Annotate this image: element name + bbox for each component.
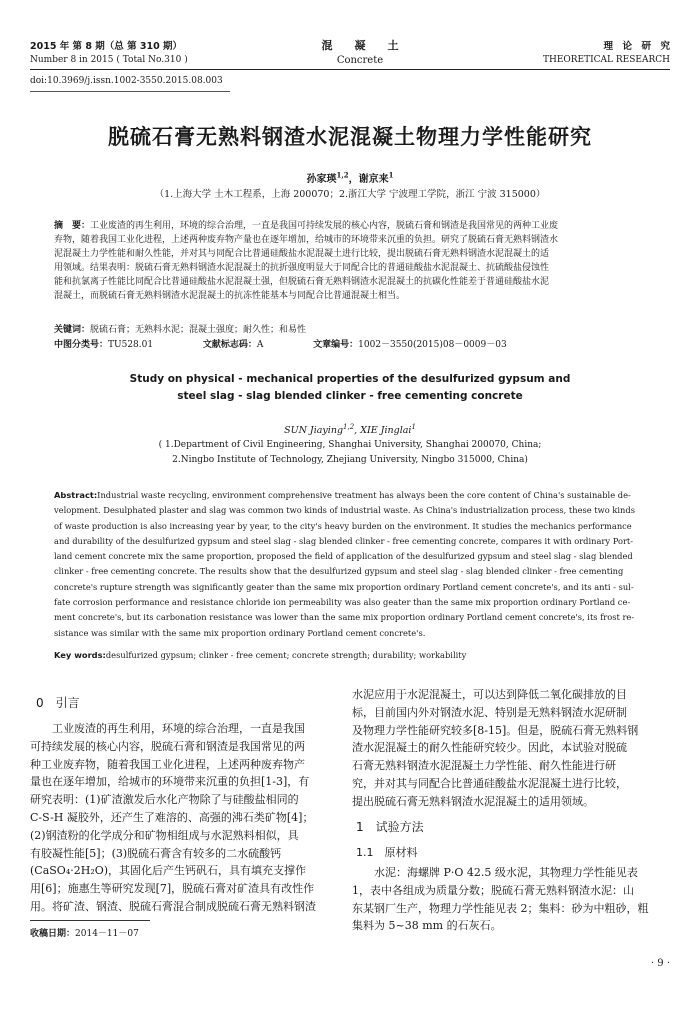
journal-name-en: Concrete — [336, 55, 384, 66]
journal-issue-cn: 2015 年 第 8 期（总 第 310 期） — [30, 41, 183, 52]
abstract-en: Abstract:Industrial waste recycling, environment comprehensive treatment has always been the core content of China's sustainable de- velopment. Desulphated plaster and slag was common two kinds of industrial waste. As China's industrialization process, these two kinds of waste production is also increasing year by year, to the city's heavy burden on the environment. It studies the mechanics performance and durability of the desulfurized gypsum and steel slag - slag blended clinker - free cementing concrete, compares it with ordinary Port- land cement concrete mix the same proportion, proposed the field of application of the desulfurized gypsum and steel slag - slag blended clinker - free cementing concrete. The results show that the desulfurized gypsum and steel slag - slag blended clinker - free cementing concrete's rupture strength was significantly geater than the same mix proportion ordinary Portland cement concrete's, and its anti - sul- fate corrosion performance and resistance chloride ion permeability was also geater than the same mix proportion ordinary Portland ce- ment concrete's, but its carbonation resistance was lower than the same mix proportion ordinary Portland cement concrete's, its frost re- sistance was similar with the same mix proportion ordinary Portland cement concrete's. — [54, 490, 635, 638]
keywords-cn: 关键词：脱硫石膏；无熟料水泥；混凝土强度；耐久性；和易性 — [54, 325, 307, 335]
intro-paragraph: 工业废渣的再生利用，环境的综合治理，一直是我国 可持续发展的核心内容，脱硫石膏和钢渣是我国常见的两 种工业废弃物，随着我国工业化进程，上述两种废弃物产 量也在逐年增加，给城市的环境带来沉重的负担[1-3]，有 研究表明：(1)矿渣激发后水化产物除了与硅酸盐相同的 C-S-H 凝胶外，还产生了难溶的、高强的沸石类矿物[4]； (2)钢渣粉的化学成分和矿物相组成与水泥熟料相似，具 有胶凝性能[5]；(3)脱硫石膏含有较多的二水硫酸钙 (CaSO₄·2H₂O)，其固化后产生钙矾石，具有填充支撑作 用[6]；施惠生等研究发现[7]，脱硫石膏对矿渣具有改性作 用。将矿渣、钢渣、脱硫石膏混合制成脱硫石膏无熟料钢渣 — [30, 722, 316, 913]
section-1-1-heading: 1.1 原材料 — [356, 846, 418, 859]
keywords-en: Key words:desulfurized gypsum; clinker - free cement; concrete strength; durability; workability — [54, 650, 467, 660]
received-date: 收稿日期：2014－11－07 — [30, 929, 139, 939]
section-0-heading: 0 引言 — [36, 696, 80, 710]
abstract-label-en: Abstract: — [54, 490, 98, 500]
authors-cn: 孙家瑛$^{1,2}$，谢京来$^1$ — [306, 170, 394, 185]
affiliation-en-line1: ( 1.Department of Civil Engineering, Shanghai University, Shanghai 200070, China; — [158, 440, 542, 450]
materials-paragraph: 水泥：海螺牌 P·O 42.5 级水泥，其物理力学性能见表 1，表中各组成为质量分数；脱硫石膏无熟料钢渣水泥：山 东某钢厂生产，物理力学性能见表 2；集料：砂为中粗砂，粗 集料为 5~38 mm 的石灰石。 — [352, 866, 649, 933]
journal-name-cn: 混 凝 土 — [321, 39, 399, 52]
section-1-heading: 1 试验方法 — [356, 820, 424, 834]
paper-title-en-line2: steel slag - slag blended clinker - free cementing concrete — [177, 390, 523, 402]
affiliation-cn: （1.上海大学 土木工程系，上海 200070；2.浙江大学 宁波理工学院，浙江 宁波 315000） — [154, 189, 546, 200]
author-name: 孙家瑛 — [306, 174, 337, 185]
paper-title-cn: 脱硫石膏无熟料钢渣水泥混凝土物理力学性能研究 — [108, 125, 592, 149]
doi-rule — [30, 91, 230, 92]
intro-continued: 水泥应用于水泥混凝土，可以达到降低二氧化碳排放的目 标，目前国内外对钢渣水泥、特别是无熟料钢渣水泥研制 及物理力学性能研究较多[8-15]。但是，脱硫石膏无熟料钢 渣水泥混凝土的耐久性能研究较少。因此，本试验对脱硫 石膏无熟料钢渣水泥混凝土力学性能、耐久性能进行研 究，并对其与同配合比普通硅酸盐水泥混凝土进行比较， 提出脱硫石膏无熟料钢渣水泥混凝土的适用领域。 — [352, 688, 639, 808]
doi: doi:10.3969/j.issn.1002-3550.2015.08.003 — [30, 76, 223, 86]
classification-line: 中图分类号：TU528.01 文献标志码：A 文章编号：1002－3550(2015)08－0009－03 — [54, 340, 507, 350]
section-en: THEORETICAL RESEARCH — [542, 55, 670, 65]
paper-title-en-line1: Study on physical - mechanical properties of the desulfurized gypsum and — [129, 373, 571, 385]
page-number: · 9 · — [650, 958, 670, 969]
abstract-cn: 摘 要：工业废渣的再生利用，环境的综合治理，一直是我国可持续发展的核心内容，脱硫石膏和钢渣是我国常见的两种工业废 弃物，随着我国工业化进程，上述两种废弃物产量也在逐年增加，给城市的环境带来沉重的负担。研究了脱硫石膏无熟料钢渣水 泥混凝土力学性能和耐久性能，并对其与同配合比普通硅酸盐水泥混凝土进行比较，提出脱硫石膏无熟料钢渣水泥混凝土的适 用领域。结果表明：脱硫石膏无熟料钢渣水泥混凝土的抗折强度明显大于同配合比的普通硅酸盐水泥混凝土、抗硫酸盐侵蚀性 能和抗氯离子性能比同配合比普通硅酸盐水泥混凝土强，但脱硫石膏无熟料钢渣水泥混凝土的抗碳化性能差于普通硅酸盐水泥 混凝土，而脱硫石膏无熟料钢渣水泥混凝土的抗冻性能基本与同配合比普通混凝土相当。 — [54, 221, 559, 301]
footnote-rule — [30, 920, 150, 921]
authors-en: SUN Jiaying$^{1,2}$, XIE Jinglai$^1$ — [284, 423, 416, 437]
section-cn: 理 论 研 究 — [603, 41, 670, 52]
journal-issue-en: Number 8 in 2015 ( Total No.310 ) — [30, 55, 188, 65]
header-rule — [30, 69, 670, 70]
affiliation-en-line2: 2.Ningbo Institute of Technology, Zhejiang University, Ningbo 315000, China) — [172, 455, 528, 465]
abstract-label-cn: 摘 要： — [54, 221, 91, 231]
